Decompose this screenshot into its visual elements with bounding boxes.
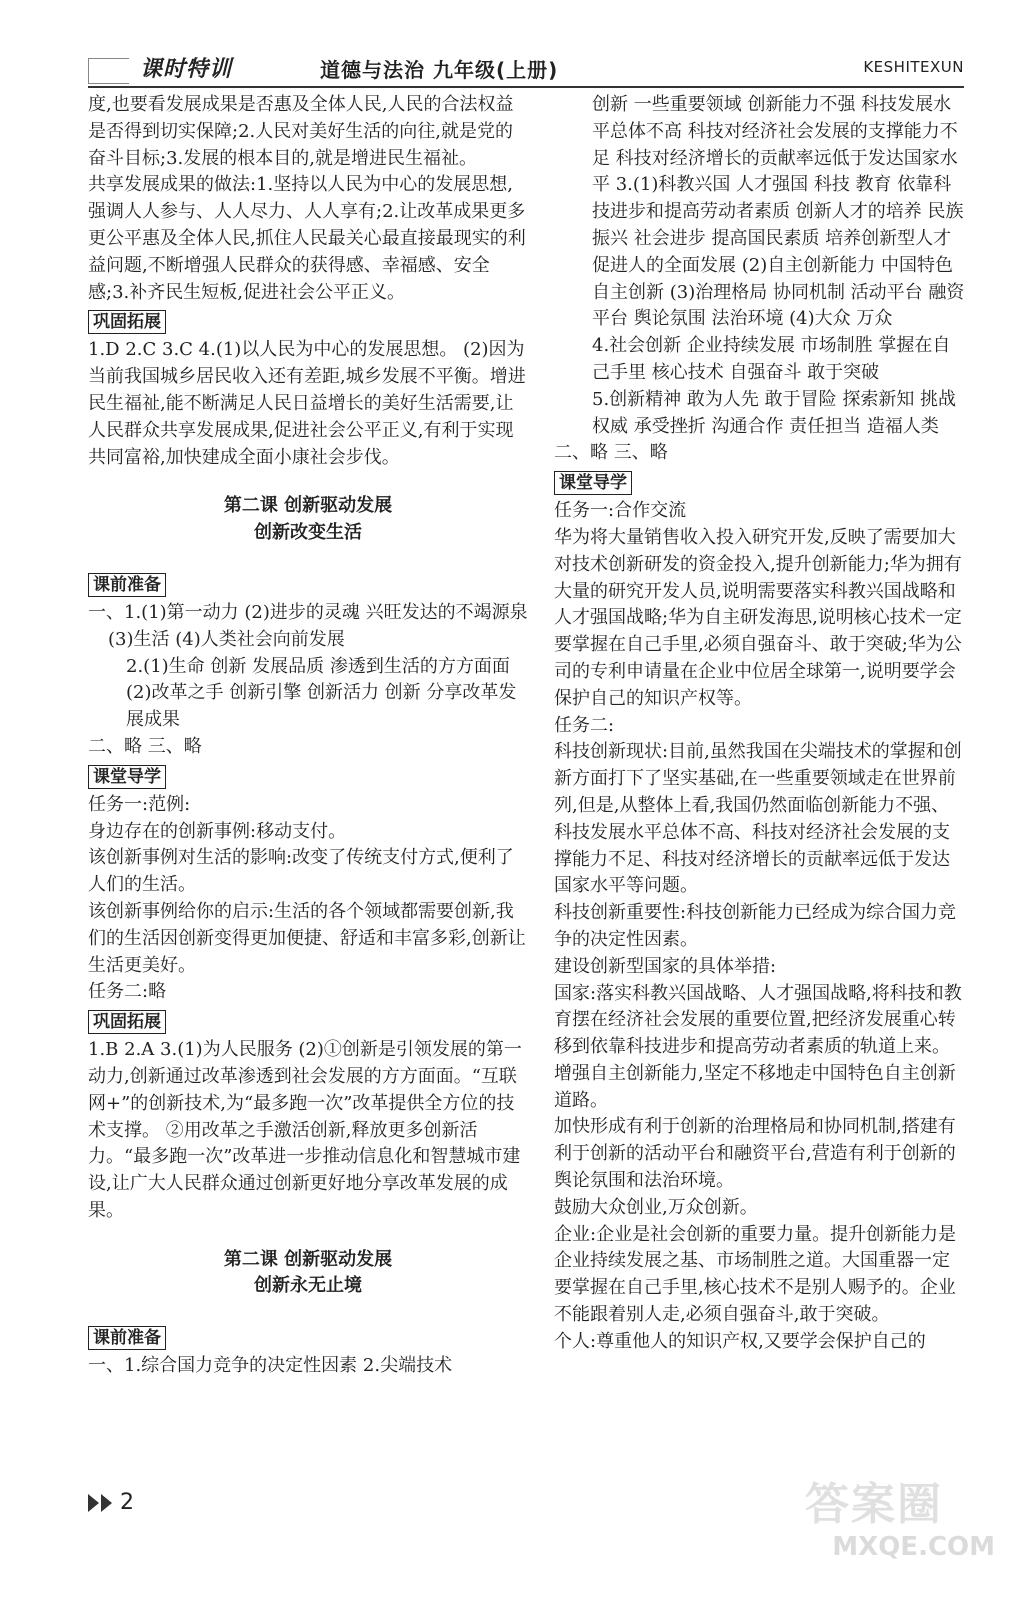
paragraph: 科技创新现状:目前,虽然我国在尖端技术的掌握和创新方面打下了坚实基础,在一些重要领域走在世界前列,但是,从整体上看,我国仍然面临创新能力不强、科技发展水平总体不高、科技对经济社会发展的支撑能力不足、科技对经济增长的贡献率远低于发达国家水平等问题。	[554, 741, 962, 897]
section-tag: 课堂导学	[554, 471, 632, 495]
paragraph: 个人:尊重他人的知识产权,又要学会保护自己的	[554, 1330, 926, 1352]
answer-block: 1.D 2.C 3.C 4.(1)以人民为中心的发展思想。 (2)因为当前我国城乡居民收入还有差距,城乡发展不平衡。增进民生福祉,能不断满足人民日益增长的美好生活需要,让人民群众共享发展成果,促进社会公平正义,有利于实现共同富裕,加快建成全面小康社会步伐。	[88, 339, 526, 468]
watermark-url: MXQE.COM	[832, 1532, 995, 1562]
subject-title: 道德与法治 九年级(上册)	[320, 58, 559, 82]
watermark-logo: 答案圈	[805, 1479, 943, 1530]
answer-block: 4.社会创新 企业持续发展 市场制胜 掌握在自己手里 核心技术 自强奋斗 敢于突破	[592, 335, 951, 383]
right-column	[554, 92, 966, 1356]
paragraph: 建设创新型国家的具体举措:	[554, 955, 777, 977]
answer-block: 一、1.综合国力竞争的决定性因素 2.尖端技术	[88, 1355, 453, 1377]
answer-block: 二、略 三、略	[88, 735, 202, 757]
brand-name: KESHITEXUN	[863, 58, 964, 76]
paragraph: 任务一:合作交流	[554, 500, 687, 522]
lesson-title: 第二课 创新驱动发展	[223, 1248, 393, 1270]
page-header	[88, 44, 964, 88]
paragraph: 任务二:略	[88, 981, 167, 1003]
paragraph: 科技创新重要性:科技创新能力已经成为综合国力竞争的决定性因素。	[554, 902, 957, 950]
answer-block: 5.创新精神 敢为人先 敢于冒险 探索新知 挑战权威 承受挫折 沟通合作 责任担当 造福人类	[592, 388, 957, 437]
page-number-text: 2	[120, 1490, 134, 1515]
paragraph: 度,也要看发展成果是否惠及全体人民,人民的合法权益是否得到切实保障;2.人民对美好生活的向往,就是党的奋斗目标;3.发展的根本目的,就是增进民生福祉。	[88, 94, 514, 169]
answer-block: 1.B 2.A 3.(1)为人民服务 (2)①创新是引领发展的第一动力,创新通过改革渗透到社会发展的方方面面。“互联网+”的创新技术,为“最多跑一次”改革提供全方位的技术支撑。 ②用改革之手激活创新,释放更多创新活力。“最多跑一次”改革进一步推动信息化和智慧城市建设,让广大人民群众通过创新更好地分享改革发展的成果。	[88, 1039, 522, 1221]
answer-block: 一、1.(1)第一动力 (2)进步的灵魂 兴旺发达的不竭源泉 (3)生活 (4)人类社会向前发展	[88, 601, 528, 650]
arrow-icon	[101, 1494, 112, 1512]
page-number	[88, 1490, 134, 1515]
header-box	[88, 58, 129, 84]
paragraph: 企业:企业是社会创新的重要力量。提升创新能力是企业持续发展之基、市场制胜之道。大国重器一定要掌握在自己手里,核心技术不是别人赐予的。企业不能跟着别人走,必须自强奋斗,敢于突破。	[554, 1223, 957, 1326]
watermark	[805, 1468, 995, 1588]
section-tag: 巩固拓展	[88, 310, 166, 334]
left-column	[88, 92, 528, 1380]
answer-block: 2.(1)生命 创新 发展品质 渗透到生活的方方面面 (2)改革之手 创新引擎 创新活力 创新 分享改革发展成果	[126, 655, 517, 731]
paragraph: 该创新事例对生活的影响:改变了传统支付方式,便利了人们的生活。	[88, 847, 514, 896]
answer-block: 二、略 三、略	[554, 442, 668, 464]
section-tag: 课前准备	[88, 1326, 166, 1350]
section-tag: 课前准备	[88, 573, 166, 597]
paragraph: 增强自主创新能力,坚定不移地走中国特色自主创新道路。	[554, 1062, 956, 1111]
paragraph: 身边存在的创新事例:移动支付。	[88, 820, 347, 842]
paragraph: 加快形成有利于创新的治理格局和协同机制,搭建有利于创新的活动平台和融资平台,营造有利于创新的舆论氛围和法治环境。	[554, 1116, 956, 1192]
arrow-icon	[88, 1494, 99, 1512]
paragraph: 任务二:	[554, 714, 615, 736]
paragraph: 该创新事例给你的启示:生活的各个领域都需要创新,我们的生活因创新变得更加便捷、舒适和丰富多彩,创新让生活更美好。	[88, 900, 526, 976]
lesson-subtitle: 创新改变生活	[254, 522, 362, 544]
paragraph: 国家:落实科教兴国战略、人才强国战略,将科技和教育摆在经济社会发展的重要位置,把经济发展重心转移到依靠科技进步和提高劳动者素质的轨道上来。	[554, 982, 962, 1058]
paragraph: 鼓励大众创业,万众创新。	[554, 1196, 758, 1218]
lesson-subtitle: 创新永无止境	[254, 1275, 362, 1297]
answer-block: 创新 一些重要领域 创新能力不强 科技发展水平总体不高 科技对经济社会发展的支撑能力不足 科技对经济增长的贡献率远低于发达国家水平 3.(1)科教兴国 人才强国 科技 教育 依靠科技进步和提高劳动者素质 创新人才的培养 民族振兴 社会进步 提高国民素质 培养创新型人才 促进人的全面发展 (2)自主创新能力 中国特色自主创新 (3)治理格局 协同机制 活动平台 融资平台 舆论氛围 法治环境 (4)大众 万众	[592, 94, 965, 330]
section-tag: 巩固拓展	[88, 1010, 166, 1034]
paragraph: 任务一:范例:	[88, 793, 191, 815]
section-tag: 课堂导学	[88, 765, 166, 789]
book-logo: 课时特训	[140, 57, 233, 82]
lesson-title: 第二课 创新驱动发展	[223, 495, 393, 517]
paragraph: 共享发展成果的做法:1.坚持以人民为中心的发展思想,强调人人参与、人人尽力、人人享有;2.让改革成果更多更公平惠及全体人民,抓住人民最关心最直接最现实的利益问题,不断增强人民群众的获得感、幸福感、安全感;3.补齐民生短板,促进社会公平正义。	[88, 174, 526, 303]
paragraph: 华为将大量销售收入投入研究开发,反映了需要加大对技术创新研发的资金投入,提升创新能力;华为拥有大量的研究开发人员,说明需要落实科教兴国战略和人才强国战略;华为自主研发海思,说明核心技术一定要掌握在自己手里,必须自强奋斗、敢于突破;华为公司的专利申请量在企业中位居全球第一,说明要学会保护自己的知识产权等。	[554, 526, 962, 709]
